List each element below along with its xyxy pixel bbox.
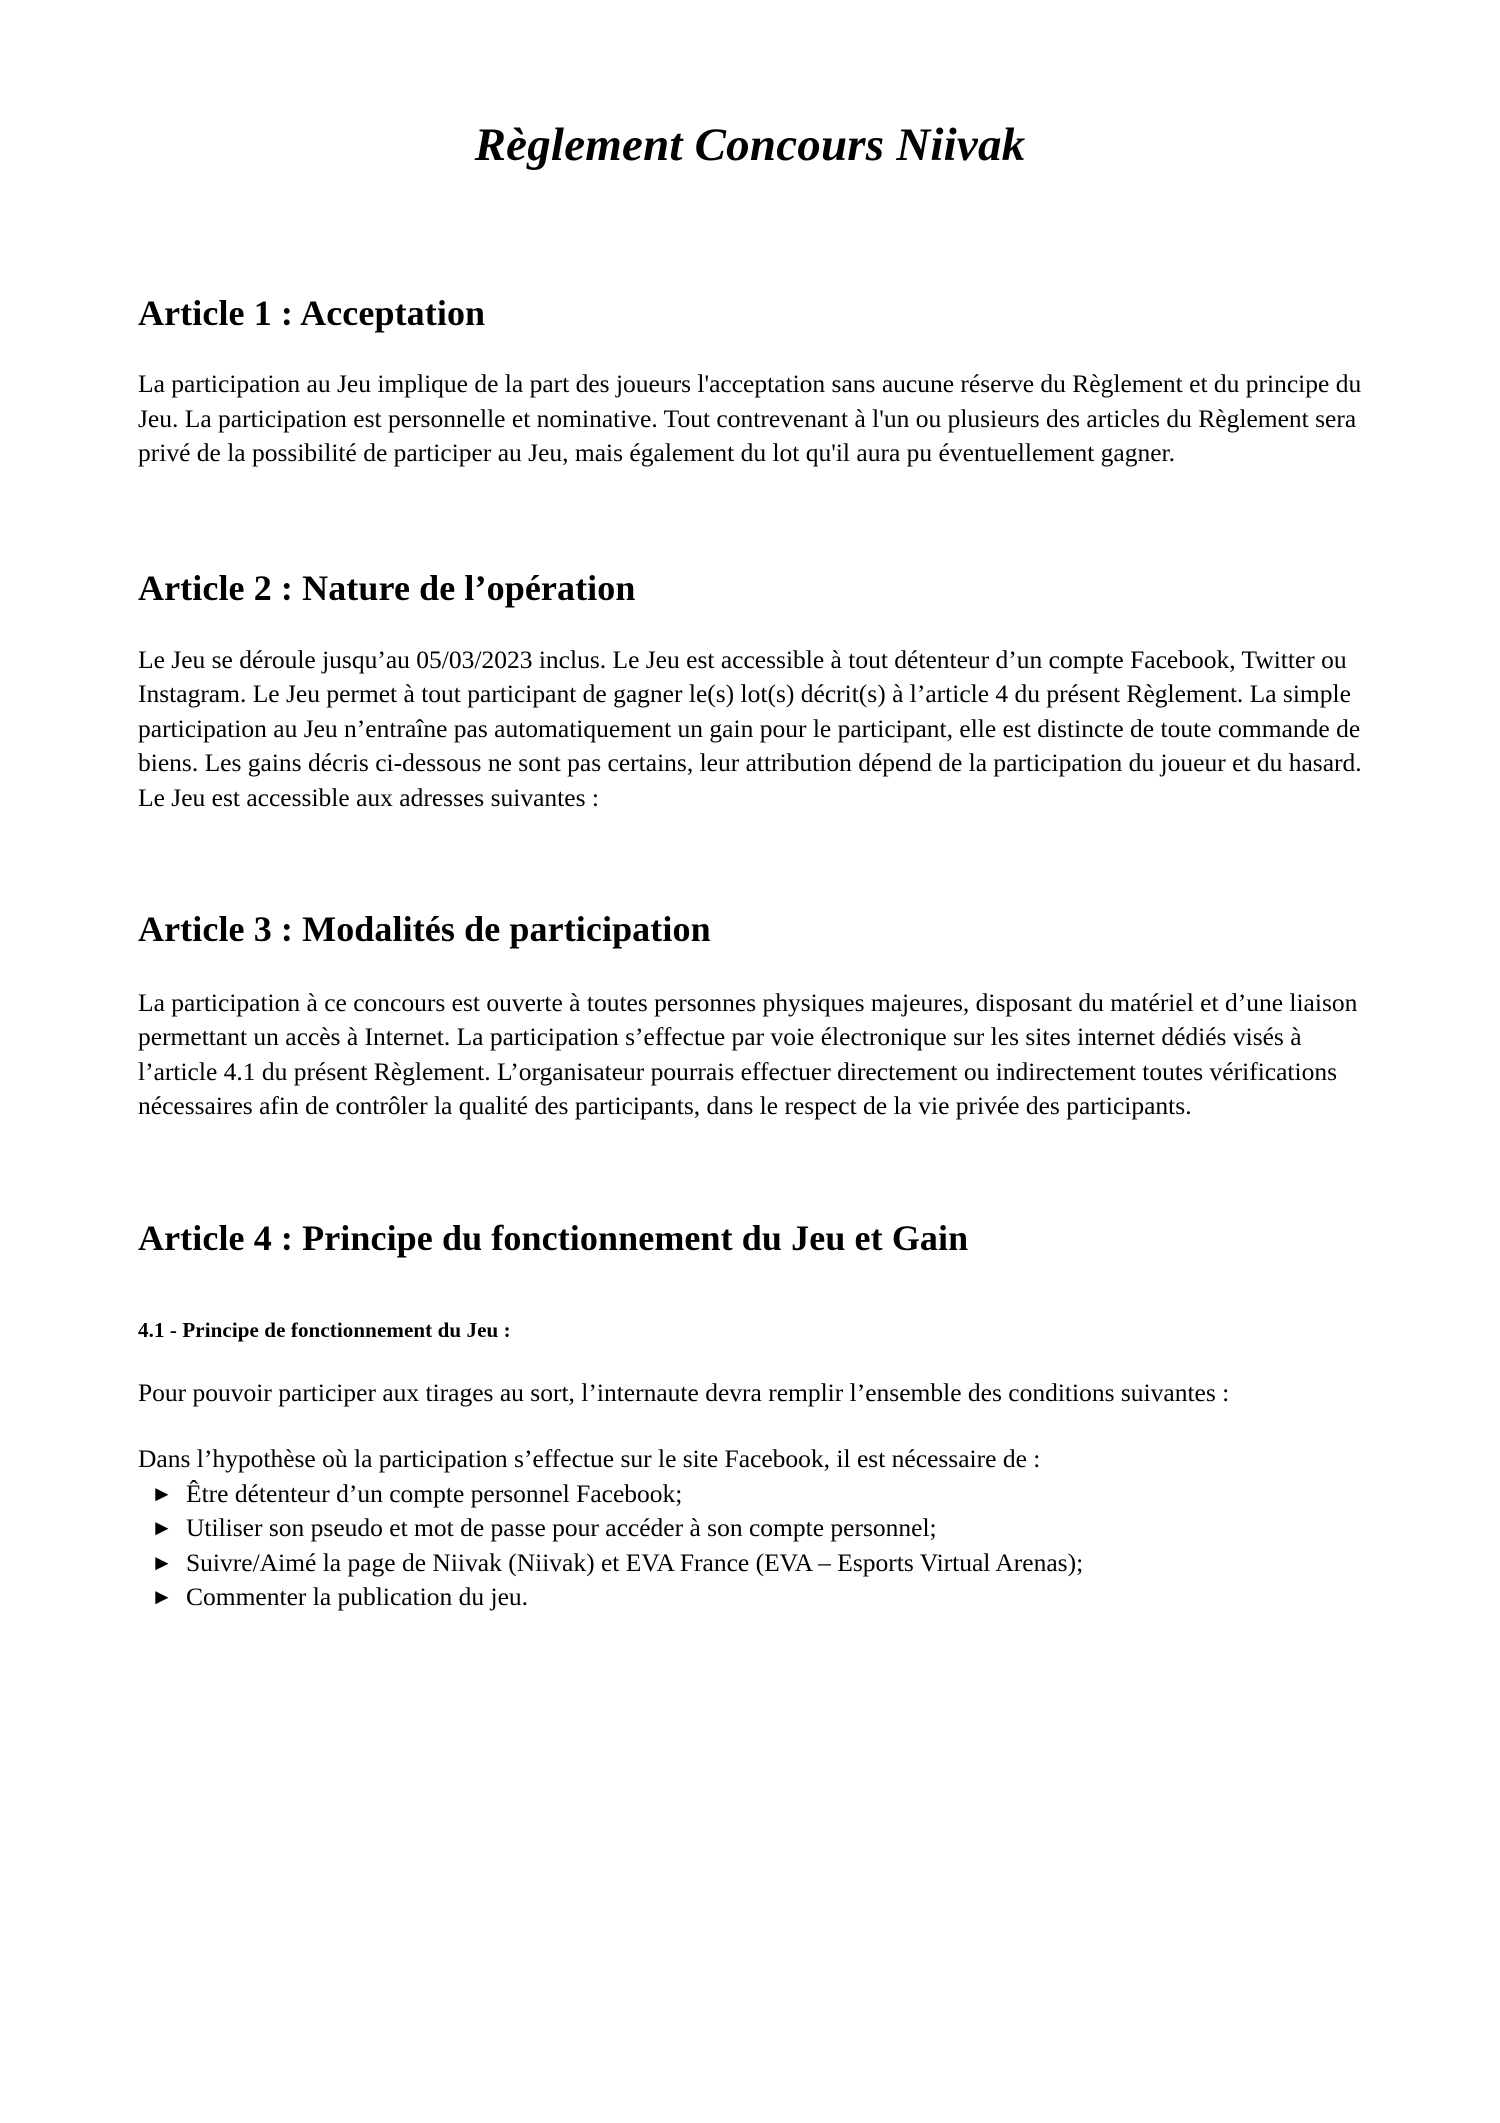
section-article-3: [138, 908, 1362, 1123]
heading-article-1: Article 1 : Acceptation: [138, 293, 486, 334]
spacer: [138, 1343, 1362, 1376]
paragraph-article-1: La participation au Jeu implique de la part des joueurs l'acceptation sans aucune réserve du Règlement et du principe du Jeu. La participation est personnelle et nominative. Tout contrevenant à l'un ou plusieurs des articles du Règlement sera privé de la possibilité de participer au Jeu, mais également du lot qu'il aura pu éventuellement gagner.: [138, 369, 1362, 468]
paragraph-article-4-conditions: Pour pouvoir participer aux tirages au sort, l’internaute devra remplir l’ensemble des conditions suivantes :: [138, 1377, 1230, 1407]
list-item: [138, 1477, 1362, 1512]
list-item-label: Suivre/Aimé la page de Niivak (Niivak) et EVA France (EVA – Esports Virtual Arenas);: [186, 1547, 1084, 1577]
spacer: [138, 1124, 1362, 1217]
triangle-bullet-icon: ►: [151, 1549, 173, 1575]
heading-article-4: Article 4 : Principe du fonctionnement du Jeu et Gain: [138, 1217, 969, 1258]
spacer: [138, 335, 1362, 367]
paragraph-article-3: La participation à ce concours est ouverte à toutes personnes physiques majeures, disposant du matériel et d’une liaison permettant un accès à Internet. La participation s’effectue par voie électronique sur les sites internet dédiés visés à l’article 4.1 du présent Règlement. L’organisateur pourrais effectuer directement ou indirectement toutes vérifications nécessaires afin de contrôler la qualité des participants, dans le respect de la vie privée des participants.: [138, 987, 1358, 1121]
paragraph-article-2: Le Jeu se déroule jusqu’au 05/03/2023 inclus. Le Jeu est accessible à tout détenteur d’un compte Facebook, Twitter ou Instagram. Le Jeu permet à tout participant de gagner le(s) lot(s) décrit(s) à l’article 4 du présent Règlement. La simple participation au Jeu n’entraîne pas automatiquement un gain pour le participant, elle est distincte de toute commande de biens. Les gains décris ci-dessous ne sont pas certains, leur attribution dépend de la participation du joueur et du hasard. Le Jeu est accessible aux adresses suivantes :: [138, 644, 1362, 812]
list-item-label: Utiliser son pseudo et mot de passe pour accéder à son compte personnel;: [186, 1513, 937, 1543]
bullet-list-facebook-conditions: [138, 1477, 1362, 1615]
section-article-1: [138, 292, 1362, 471]
page-title: Règlement Concours Niivak: [474, 119, 1026, 171]
spacer: [138, 1410, 1362, 1442]
spacer: [138, 1260, 1362, 1318]
heading-article-2: Article 2 : Nature de l’opération: [138, 567, 636, 608]
triangle-bullet-icon: ►: [151, 1515, 173, 1541]
paragraph-article-4-facebook: Dans l’hypothèse où la participation s’effectue sur le site Facebook, il est nécessaire de :: [138, 1444, 1041, 1474]
list-item: [138, 1546, 1362, 1581]
subheading-article-4-1: 4.1 - Principe de fonctionnement du Jeu :: [138, 1317, 511, 1342]
spacer: [138, 952, 1362, 986]
section-article-4: [138, 1217, 1362, 1615]
spacer: [138, 471, 1362, 567]
list-item-label: Être détenteur d’un compte personnel Facebook;: [186, 1478, 683, 1508]
heading-article-3: Article 3 : Modalités de participation: [138, 909, 711, 950]
list-item-label: Commenter la publication du jeu.: [186, 1582, 529, 1612]
spacer: [138, 815, 1362, 908]
triangle-bullet-icon: ►: [151, 1584, 173, 1610]
section-article-2: [138, 567, 1362, 816]
spacer: [138, 610, 1362, 643]
list-item: [138, 1511, 1362, 1546]
list-item: [138, 1580, 1362, 1615]
spacer: [138, 172, 1362, 292]
triangle-bullet-icon: ►: [151, 1480, 173, 1506]
